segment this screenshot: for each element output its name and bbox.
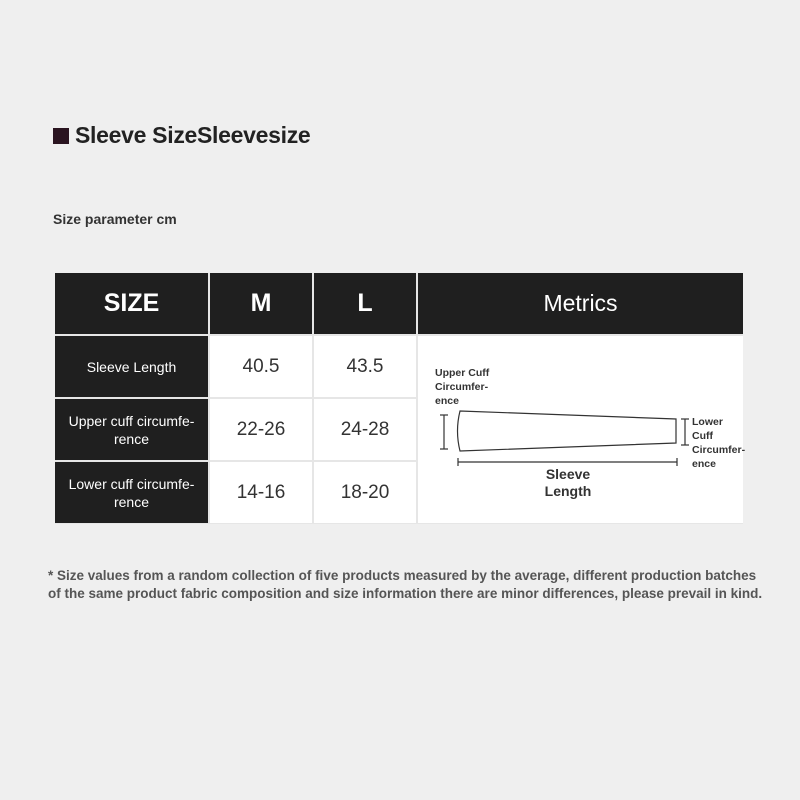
page-title: Sleeve SizeSleevesize (75, 122, 311, 148)
upper-cuff-label: Upper Cuff Circumfer- ence (435, 367, 490, 407)
cell-upper-cuff-l: 24-28 (314, 399, 416, 460)
header-l: L (314, 273, 416, 334)
cell-sleeve-length-m: 40.5 (210, 336, 312, 397)
row-label-sleeve-length: Sleeve Length (55, 336, 208, 397)
size-table (55, 273, 746, 524)
lower-cuff-label: Lower Cuff Circumfer- ence (692, 416, 746, 470)
footnote: * Size values from a random collection of five products measured by the average, different production batches of the same product fabric composition and size information there are minor differences, please prevail in kind. (48, 568, 763, 601)
title-square-icon (53, 128, 69, 144)
title-block (53, 122, 310, 149)
cell-lower-cuff-m: 14-16 (210, 462, 312, 523)
header-m: M (210, 273, 312, 334)
row-label-upper-cuff: Upper cuff circumfe- rence (55, 399, 208, 460)
sleeve-shape (458, 411, 677, 451)
row-label-lower-cuff: Lower cuff circumfe- rence (55, 462, 208, 523)
header-size: SIZE (55, 273, 208, 334)
cell-upper-cuff-m: 22-26 (210, 399, 312, 460)
sleeve-length-label: Sleeve Length (544, 466, 592, 499)
header-metrics: Metrics (418, 273, 743, 334)
cell-sleeve-length-l: 43.5 (314, 336, 416, 397)
sleeve-diagram (418, 336, 746, 523)
size-parameter-label: Size parameter cm (53, 211, 177, 227)
cell-lower-cuff-l: 18-20 (314, 462, 416, 523)
